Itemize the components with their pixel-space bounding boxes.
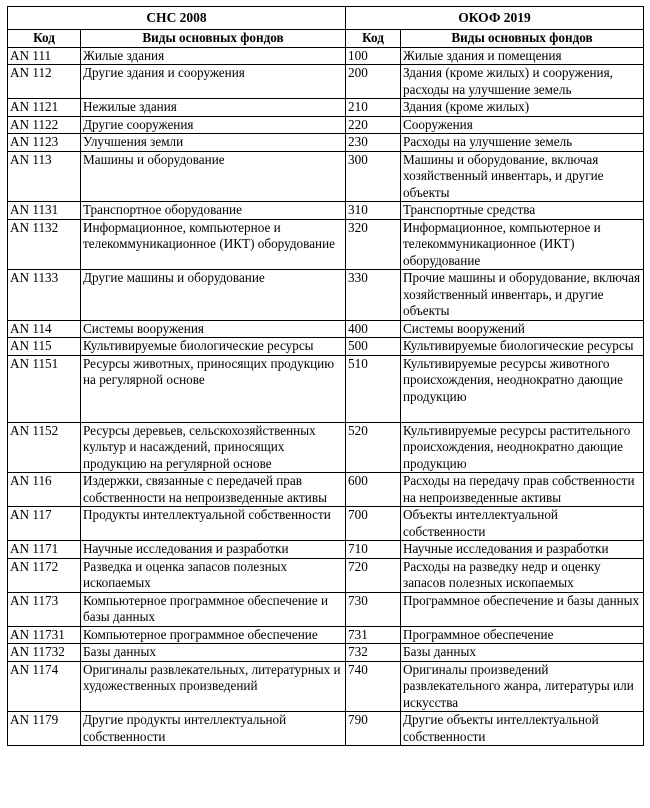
sna-types-header: Виды основных фондов [81,30,346,48]
okof-code-cell: 220 [346,116,401,134]
okof-name-cell: Транспортные средства [401,202,644,220]
okof-group-header: ОКОФ 2019 [346,7,644,30]
okof-code-cell: 510 [346,355,401,422]
okof-code-cell: 710 [346,541,401,559]
okof-code-cell: 720 [346,558,401,592]
sna-name-cell: Издержки, связанные с передачей прав собственности на непроизведенные активы [81,473,346,507]
table-row [8,507,644,541]
okof-code-cell: 330 [346,270,401,321]
sna-code-cell: AN 114 [8,320,81,338]
table-row [8,320,644,338]
table-row [8,47,644,65]
okof-name-cell: Другие объекты интеллектуальной собственности [401,712,644,746]
table-row [8,422,644,473]
sna-code-cell: AN 11731 [8,626,81,644]
sna-name-cell: Компьютерное программное обеспечение и базы данных [81,592,346,626]
sna-name-cell: Системы вооружения [81,320,346,338]
okof-name-cell: Культивируемые биологические ресурсы [401,338,644,356]
okof-name-cell: Машины и оборудование, включая хозяйственный инвентарь, и другие объекты [401,151,644,202]
table-row [8,558,644,592]
okof-code-cell: 730 [346,592,401,626]
okof-name-cell: Расходы на передачу прав собственности на непроизведенные активы [401,473,644,507]
sna-code-cell: AN 1122 [8,116,81,134]
sna-name-cell: Машины и оборудование [81,151,346,202]
okof-name-cell: Оригиналы произведений развлекательного жанра, литературы или искусства [401,661,644,712]
okof-name-cell: Информационное, компьютерное и телекоммуникационное (ИКТ) оборудование [401,219,644,270]
okof-code-cell: 230 [346,134,401,152]
table-row [8,592,644,626]
sna-code-cell: AN 1131 [8,202,81,220]
okof-name-cell: Объекты интеллектуальной собственности [401,507,644,541]
sna-code-cell: AN 1133 [8,270,81,321]
table-row [8,151,644,202]
sna-name-cell: Оригиналы развлекательных, литературных и художественных произведений [81,661,346,712]
okof-code-cell: 700 [346,507,401,541]
sna-name-cell: Другие машины и оборудование [81,270,346,321]
okof-code-cell: 100 [346,47,401,65]
table-row [8,541,644,559]
sna-code-cell: AN 113 [8,151,81,202]
okof-code-cell: 790 [346,712,401,746]
table-row [8,355,644,422]
sna-code-cell: AN 111 [8,47,81,65]
okof-name-cell: Культивируемые ресурсы животного происхождения, неоднократно дающие продукцию [401,355,644,422]
column-header-row [8,30,644,48]
sna-code-cell: AN 1152 [8,422,81,473]
okof-code-cell: 200 [346,65,401,99]
okof-name-cell: Расходы на улучшение земель [401,134,644,152]
sna-name-cell: Базы данных [81,644,346,662]
sna-code-cell: AN 1172 [8,558,81,592]
sna-name-cell: Другие продукты интеллектуальной собственности [81,712,346,746]
sna-code-cell: AN 1132 [8,219,81,270]
sna-name-cell: Нежилые здания [81,99,346,117]
sna-code-cell: AN 115 [8,338,81,356]
table-row [8,270,644,321]
okof-name-cell: Сооружения [401,116,644,134]
sna-name-cell: Научные исследования и разработки [81,541,346,559]
okof-types-header: Виды основных фондов [401,30,644,48]
sna-name-cell: Культивируемые биологические ресурсы [81,338,346,356]
sna-code-cell: AN 1121 [8,99,81,117]
sna-name-cell: Другие здания и сооружения [81,65,346,99]
okof-code-cell: 310 [346,202,401,220]
sna-name-cell: Ресурсы животных, приносящих продукцию на регулярной основе [81,355,346,422]
okof-code-cell: 520 [346,422,401,473]
table-row [8,473,644,507]
okof-code-cell: 731 [346,626,401,644]
sna-name-cell: Разведка и оценка запасов полезных ископаемых [81,558,346,592]
okof-code-cell: 500 [346,338,401,356]
sna-code-cell: AN 1174 [8,661,81,712]
sna-name-cell: Жилые здания [81,47,346,65]
sna-code-cell: AN 116 [8,473,81,507]
table-row [8,661,644,712]
table-row [8,712,644,746]
sna-code-cell: AN 117 [8,507,81,541]
okof-name-cell: Прочие машины и оборудование, включая хозяйственный инвентарь, и другие объекты [401,270,644,321]
sna-code-cell: AN 1123 [8,134,81,152]
okof-name-cell: Программное обеспечение [401,626,644,644]
sna-code-cell: AN 1151 [8,355,81,422]
sna-code-cell: AN 11732 [8,644,81,662]
sna-name-cell: Информационное, компьютерное и телекоммуникационное (ИКТ) оборудование [81,219,346,270]
table-row [8,65,644,99]
okof-name-cell: Здания (кроме жилых) и сооружения, расходы на улучшение земель [401,65,644,99]
okof-name-cell: Расходы на разведку недр и оценку запасов полезных ископаемых [401,558,644,592]
table-row [8,116,644,134]
sna-code-cell: AN 1179 [8,712,81,746]
table-row [8,202,644,220]
table-row [8,134,644,152]
okof-code-cell: 600 [346,473,401,507]
okof-name-cell: Программное обеспечение и базы данных [401,592,644,626]
okof-code-cell: 732 [346,644,401,662]
table-row [8,219,644,270]
sna-name-cell: Транспортное оборудование [81,202,346,220]
table-row [8,99,644,117]
sna-name-cell: Другие сооружения [81,116,346,134]
sna-name-cell: Улучшения земли [81,134,346,152]
table-row [8,338,644,356]
okof-name-cell: Базы данных [401,644,644,662]
okof-code-cell: 320 [346,219,401,270]
sna-code-cell: AN 1171 [8,541,81,559]
table-row [8,626,644,644]
okof-code-cell: 400 [346,320,401,338]
okof-name-cell: Культивируемые ресурсы растительного происхождения, неоднократно дающие продукцию [401,422,644,473]
okof-name-cell: Здания (кроме жилых) [401,99,644,117]
sna-name-cell: Ресурсы деревьев, сельскохозяйственных культур и насаждений, приносящих продукцию на регулярной основе [81,422,346,473]
sna-name-cell: Продукты интеллектуальной собственности [81,507,346,541]
okof-code-cell: 300 [346,151,401,202]
group-header-row [8,7,644,30]
table-row [8,644,644,662]
sna-code-cell: AN 112 [8,65,81,99]
okof-name-cell: Жилые здания и помещения [401,47,644,65]
classification-table [7,6,644,746]
sna-group-header: СНС 2008 [8,7,346,30]
okof-code-cell: 740 [346,661,401,712]
sna-code-cell: AN 1173 [8,592,81,626]
sna-name-cell: Компьютерное программное обеспечение [81,626,346,644]
okof-code-header: Код [346,30,401,48]
okof-code-cell: 210 [346,99,401,117]
sna-code-header: Код [8,30,81,48]
okof-name-cell: Научные исследования и разработки [401,541,644,559]
okof-name-cell: Системы вооружений [401,320,644,338]
